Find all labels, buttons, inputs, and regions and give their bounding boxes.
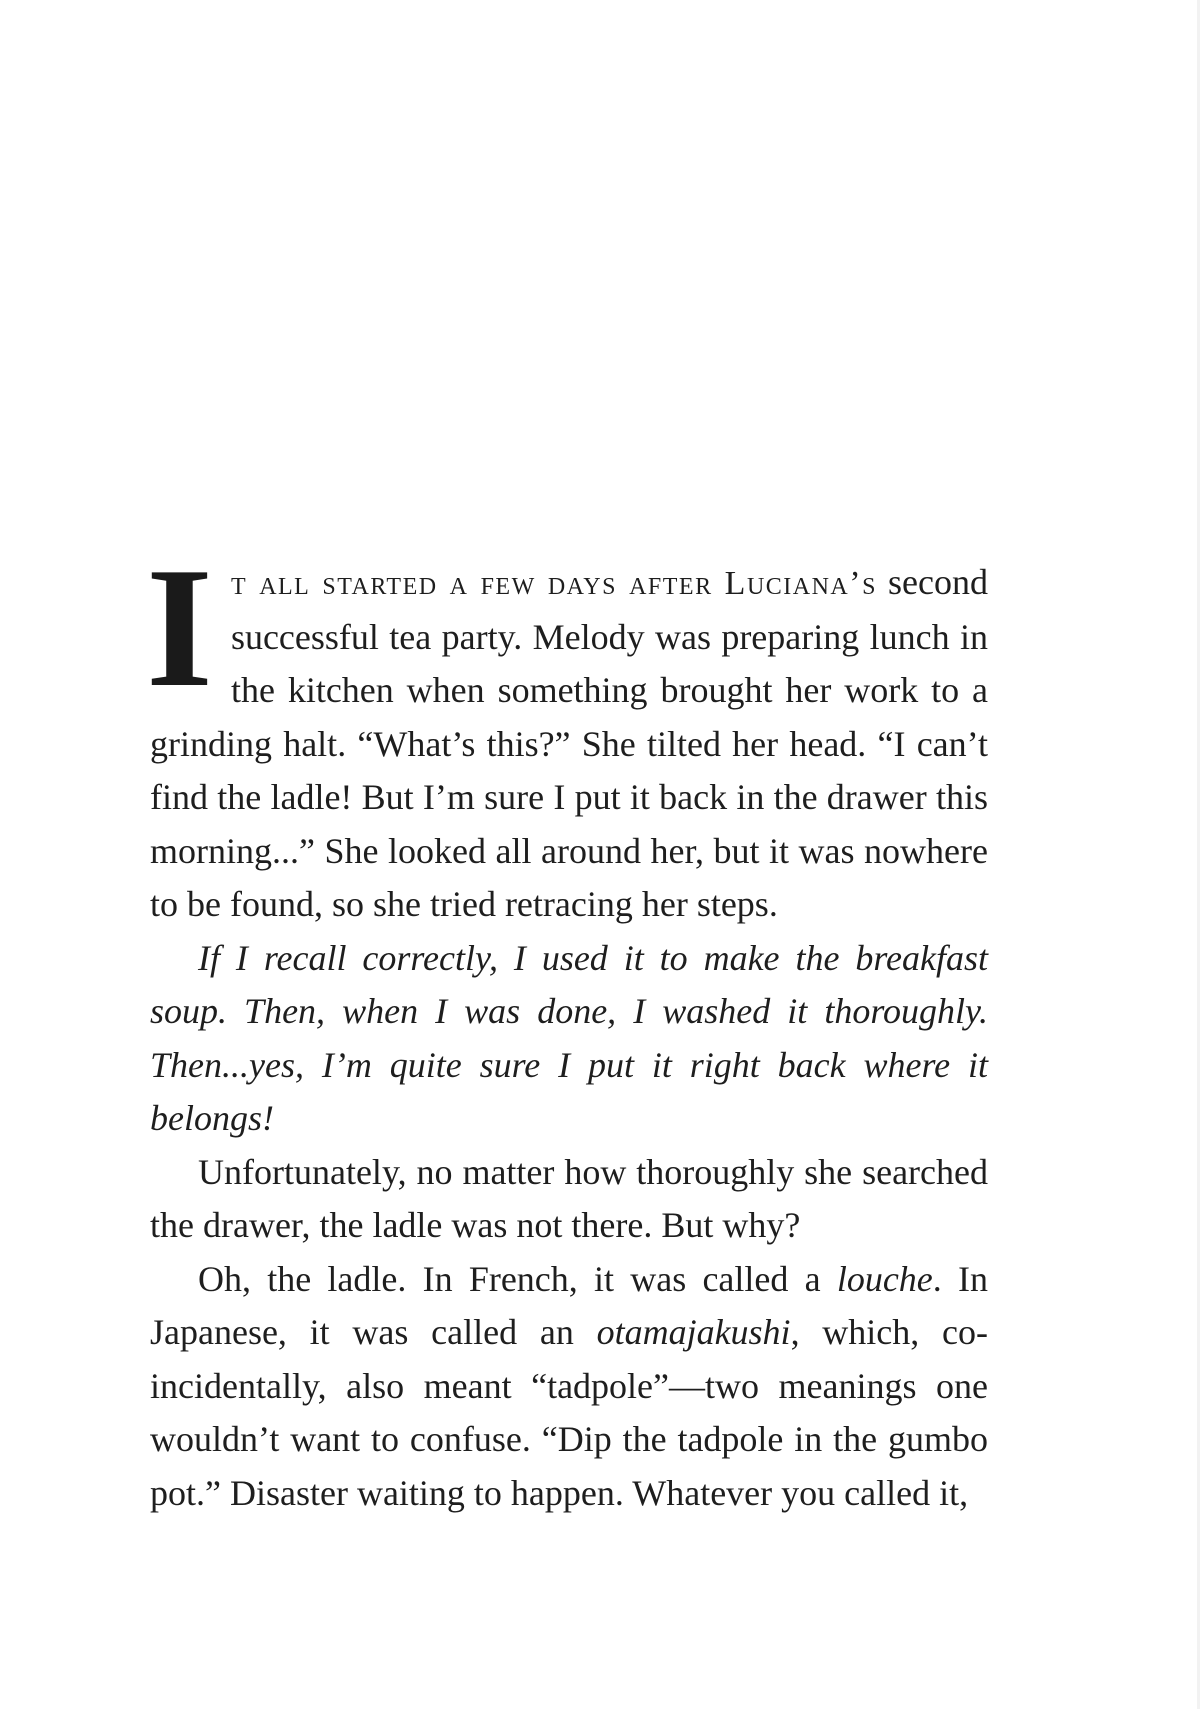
- ladle-text-part-3: , which, co-incidentally, also meant “tadpole”—two meanings one wouldn’t want to confuse. “Dip the tadpole in the gumbo pot.” Disaster waiting to happen. Whatever you called it,: [150, 1312, 988, 1513]
- search-paragraph: Unfortunately, no matter how thoroughly she searched the drawer, the ladle was not there. But why?: [150, 1151, 988, 1245]
- italic-thought-paragraph: If I recall correctly, I used it to make the breakfast soup. Then, when I was done, I washed it thoroughly. Then...yes, I’m quite sure I put it right back where it belongs!: [150, 937, 988, 1138]
- opening-paragraph-text: second successful tea party. Melody was preparing lunch in the kitchen when something brought her work to a grinding halt. “What’s this?” She tilted her head. “I can’t find the ladle! But I’m sure I put it back in the drawer this morning...” She looked all around her, but it was nowhere to be found, so she tried retracing her steps.: [150, 562, 988, 924]
- ladle-text-part-1: Oh, the ladle. In French, it was called a: [198, 1258, 837, 1299]
- term-louche: louche: [836, 1258, 933, 1299]
- chapter-text: [146, 556, 988, 1520]
- ladle-text-part-2: . In Japanese, it was called an: [150, 1258, 988, 1352]
- opening-small-caps: t all started a few days after Luciana’s: [230, 565, 877, 602]
- ladle-paragraph: [150, 1253, 988, 1521]
- drop-cap: I: [146, 560, 213, 692]
- opening-paragraph: [146, 556, 988, 932]
- term-otamajakushi: otamajakushi: [596, 1312, 791, 1352]
